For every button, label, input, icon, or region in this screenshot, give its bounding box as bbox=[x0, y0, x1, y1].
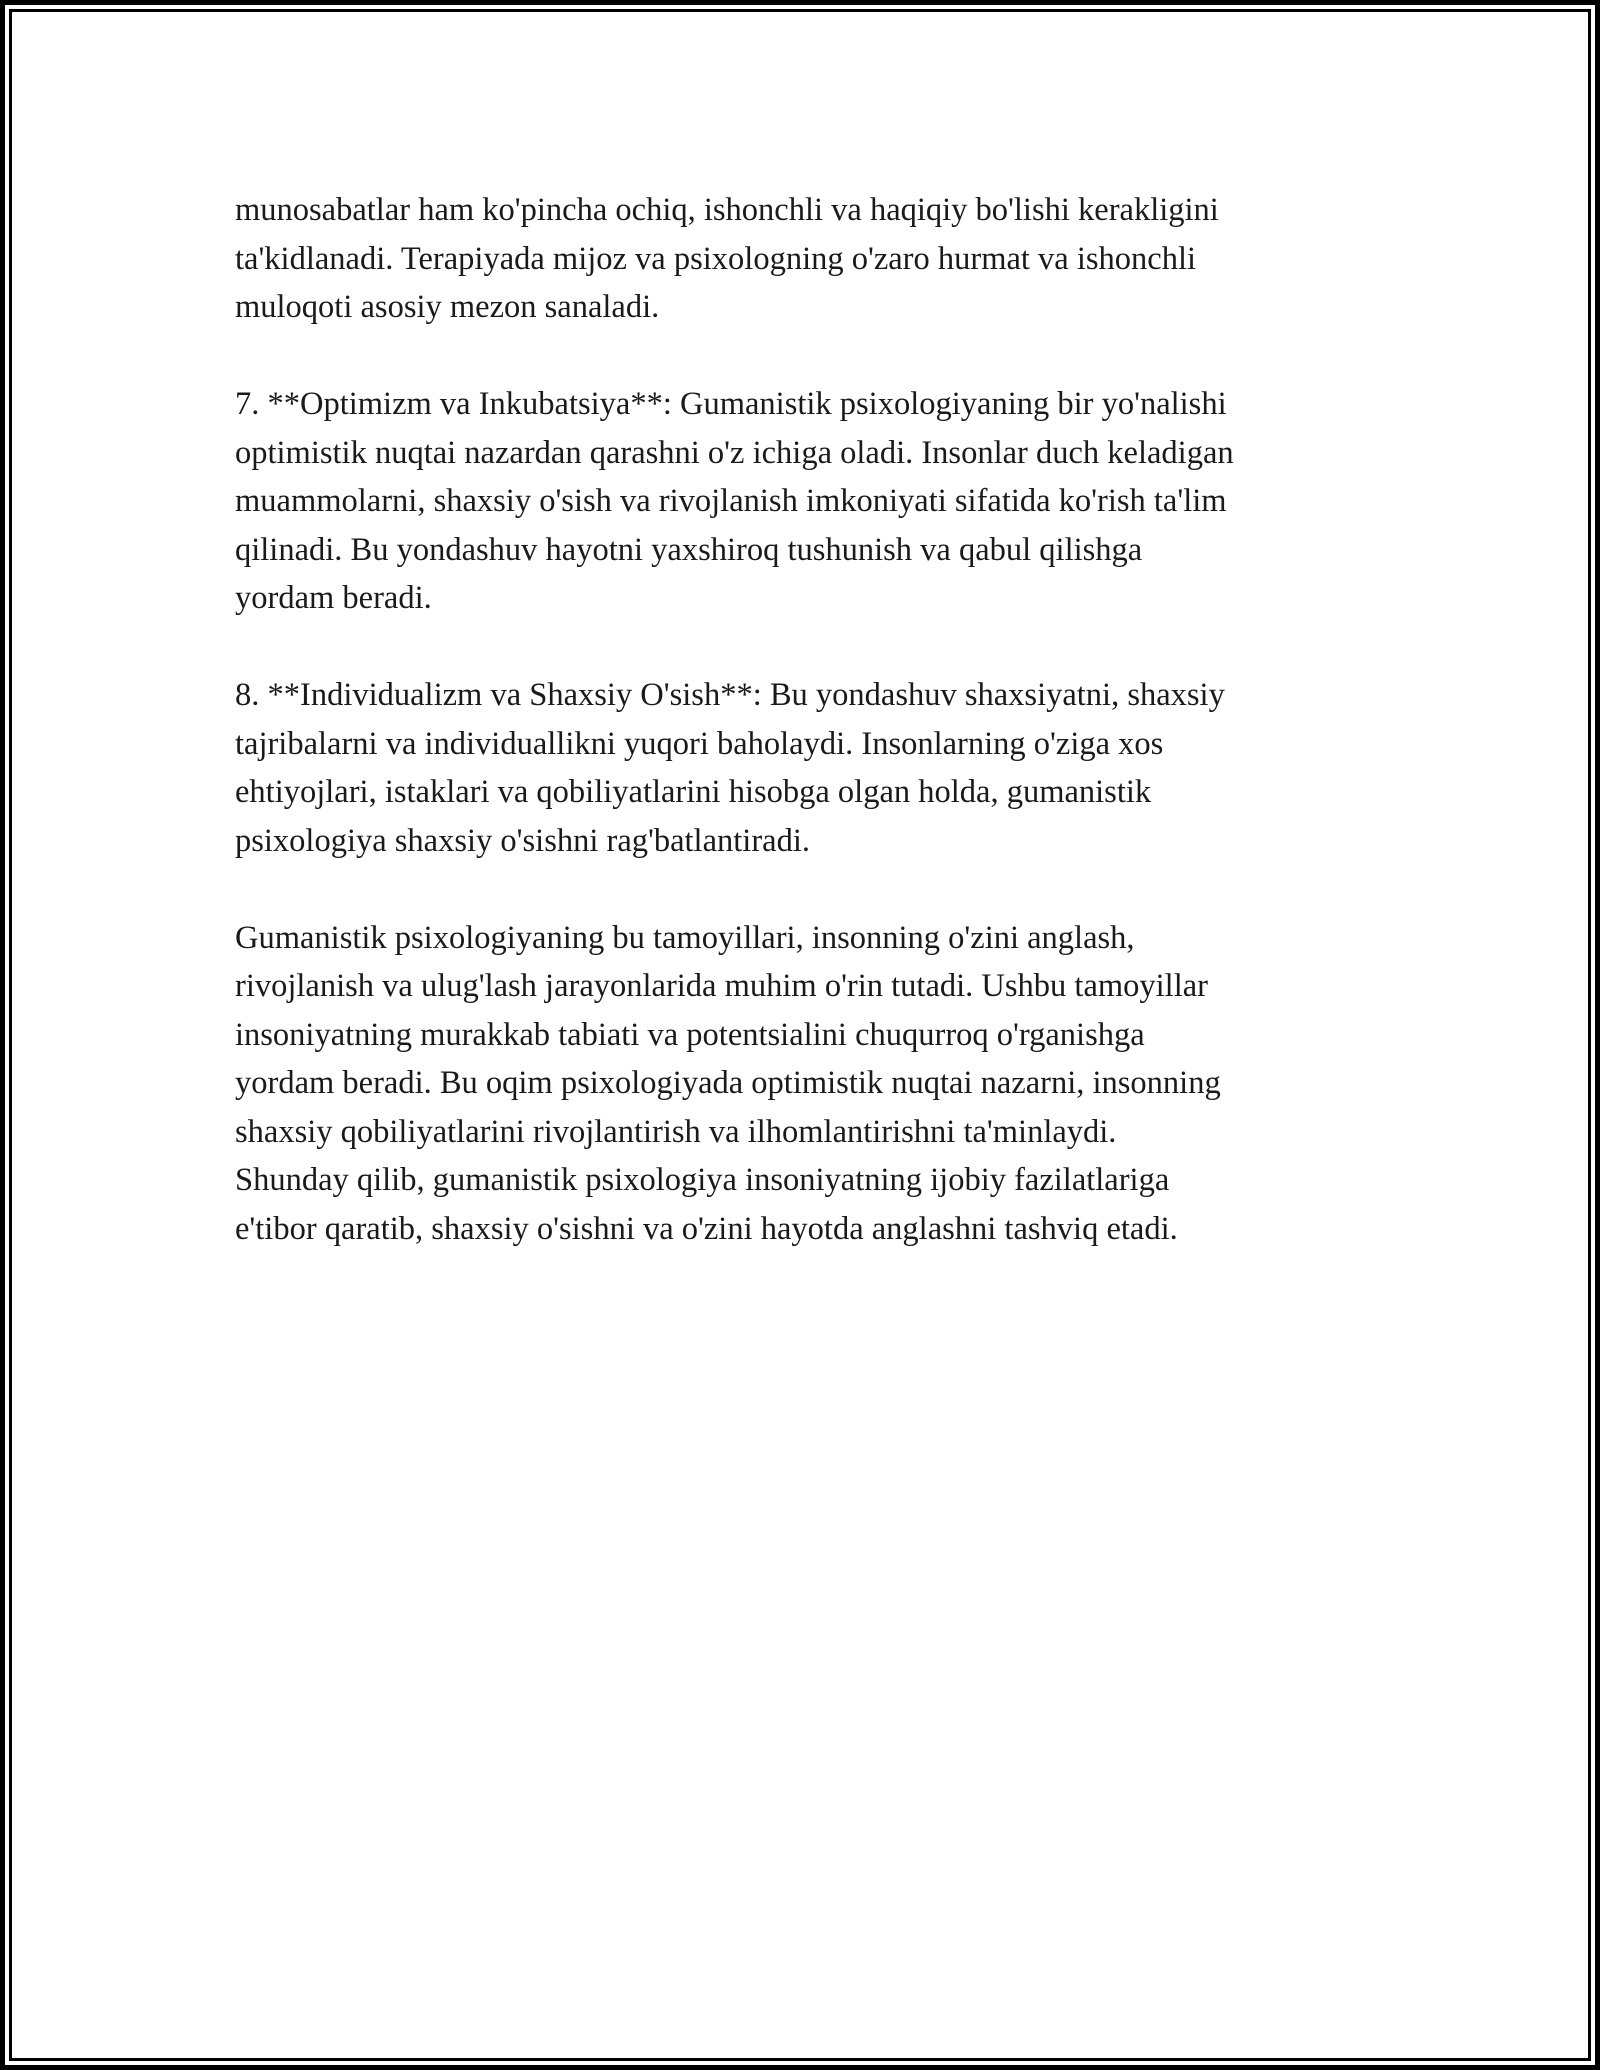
document-body bbox=[235, 186, 1395, 1253]
paragraph-conclusion: Gumanistik psixologiyaning bu tamoyillari, insonning o'zini anglash, rivojlanish va ulug'lash jarayonlarida muhim o'rin tutadi. Ushbu tamoyillar insoniyatning murakkab tabiati va potentsialini chuqurroq o'rganishga yordam beradi. Bu oqim psixologiyada optimistik nuqtai nazarni, insonning shaxsiy qobiliyatlarini rivojlantirish va ilhomlantirishni ta'minlaydi. Shunday qilib, gumanistik psixologiya insoniyatning ijobiy fazilatlariga e'tibor qaratib, shaxsiy o'sishni va o'zini hayotda anglashni tashviq etadi. bbox=[235, 919, 1221, 1247]
paragraph-continuation: munosabatlar ham ko'pincha ochiq, ishonchli va haqiqiy bo'lishi kerakligini ta'kidlanadi. Terapiyada mijoz va psixologning o'zaro hurmat va ishonchli muloqoti asosiy mezon sanaladi. bbox=[235, 192, 1219, 325]
paragraph-item-8-individualism: 8. **Individualizm va Shaxsiy O'sish**: Bu yondashuv shaxsiyatni, shaxsiy tajribalarni va individuallikni yuqori baholaydi. Insonlarning o'ziga xos ehtiyojlari, istaklari va qobiliyatlarini hisobga olgan holda, gumanistik psixologiya shaxsiy o'sishni rag'batlantiradi. bbox=[235, 677, 1225, 859]
paragraph-item-7-optimism: 7. **Optimizm va Inkubatsiya**: Gumanistik psixologiyaning bir yo'nalishi optimistik nuqtai nazardan qarashni o'z ichiga oladi. Insonlar duch keladigan muammolarni, shaxsiy o'sish va rivojlanish imkoniyati sifatida ko'rish ta'lim qilinadi. Bu yondashuv hayotni yaxshiroq tushunish va qabul qilishga yordam beradi. bbox=[235, 386, 1234, 616]
